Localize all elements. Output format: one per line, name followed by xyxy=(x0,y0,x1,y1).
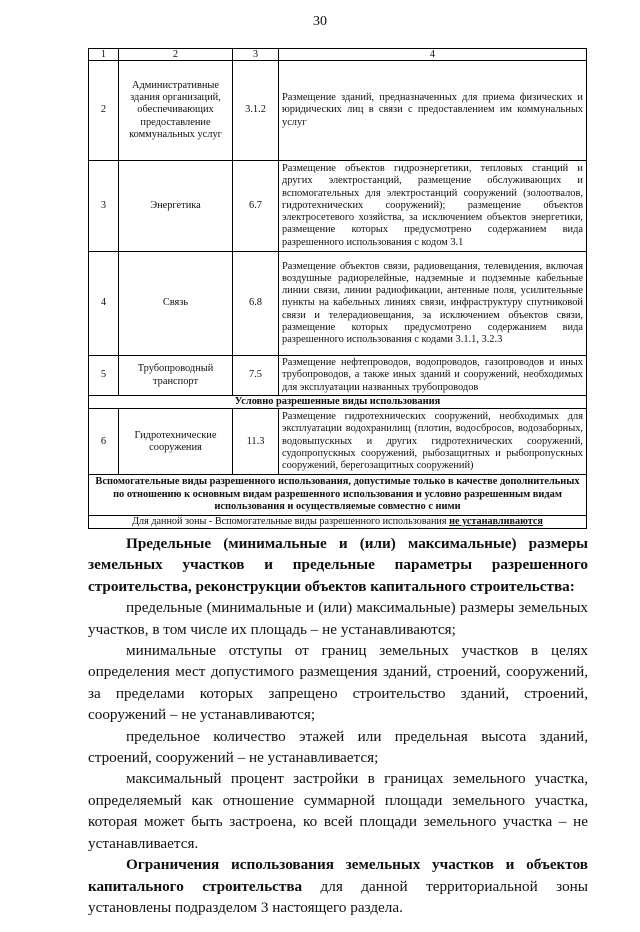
auxiliary-note-row xyxy=(89,515,587,528)
header-cell: 2 xyxy=(119,49,233,61)
use-type-code: 6.8 xyxy=(233,252,279,356)
use-type-code: 3.1.2 xyxy=(233,61,279,161)
paragraph-floors: предельное количество этажей или предельная высота зданий, строений, сооружений – не устанавливается; xyxy=(88,727,588,767)
auxiliary-note-emphasis: не устанавливаются xyxy=(449,515,543,527)
use-type-description: Размещение гидротехнических сооружений, необходимых для эксплуатации водохранилищ (плотин, водосбросов, водозаборных, водовыпускных и других гидротехнических сооружений, судопропускных сооружений, рыбозащитных и рыбопропускных сооружений, берегозащитных сооружений) xyxy=(279,409,587,475)
conditional-section-row xyxy=(89,396,587,409)
row-number: 6 xyxy=(89,409,119,475)
parameters-heading: Предельные (минимальные и (или) максимальные) размеры земельных участков и предельные параметры разрешенного строительства, реконструкции объектов капитального строительства: xyxy=(88,535,588,595)
row-number: 2 xyxy=(89,61,119,161)
use-type-name: Гидротехнические сооружения xyxy=(119,409,233,475)
restrictions-text: для данной территориальной зоны установлены подразделом 3 настоящего раздела. xyxy=(88,877,588,916)
page-number: 30 xyxy=(313,14,327,29)
paragraph-setbacks: минимальные отступы от границ земельных участков в целях определения мест допустимого размещения зданий, строений, сооружений, за пределами которых запрещено строительство зданий, строений, сооружений – не устанавливаются; xyxy=(88,642,588,724)
use-type-description: Размещение объектов связи, радиовещания, телевидения, включая воздушные радиорелейные, надземные и подземные кабельные линии связи, линии радиофикации, антенные поля, усилительные пункты на кабельных линиях связи, инфраструктуру спутниковой связи и телерадиовещания, за исключением объектов связи, размещение которых предусмотрено содержанием вида разрешенного использования с кодами 3.1.1, 3.2.3 xyxy=(279,252,587,356)
use-type-code: 6.7 xyxy=(233,161,279,252)
restrictions-bold-text: Ограничения использования земельных участков и объектов капитального строительства xyxy=(88,856,588,895)
table-row xyxy=(89,356,587,396)
header-cell: 3 xyxy=(233,49,279,61)
row-number: 4 xyxy=(89,252,119,356)
use-type-description: Размещение объектов гидроэнергетики, тепловых станций и других электростанций, размещение обслуживающих и вспомогательных для электростанций сооружений (золоотвалов, гидротехнических сооружений); размещение объектов электросетевого хозяйства, за исключением объектов энергетики, размещение которых предусмотрено содержанием вида разрешенного использования с кодом 3.1 xyxy=(279,161,587,252)
use-type-name: Трубопроводный транспорт xyxy=(119,356,233,396)
paragraph-restrictions xyxy=(88,854,588,918)
table-row xyxy=(89,161,587,252)
permitted-use-table xyxy=(88,48,587,529)
auxiliary-note xyxy=(89,515,587,528)
conditional-section-title: Условно разрешенные виды использования xyxy=(89,396,587,409)
table-row xyxy=(89,252,587,356)
header-cell: 1 xyxy=(89,49,119,61)
use-type-name: Административные здания организаций, обеспечивающих предоставление коммунальных услуг xyxy=(119,61,233,161)
use-type-description: Размещение зданий, предназначенных для приема физических и юридических лиц в связи с предоставлением им коммунальных услуг xyxy=(279,61,587,161)
paragraph-coverage: максимальный процент застройки в границах земельного участка, определяемый как отношение суммарной площади земельного участка, которая может быть застроена, ко всей площади земельного участка – не устанавливается. xyxy=(88,770,588,852)
use-type-code: 7.5 xyxy=(233,356,279,396)
zone-parameters-text xyxy=(88,533,588,918)
use-type-name: Энергетика xyxy=(119,161,233,252)
auxiliary-note-text: Для данной зоны - Вспомогательные виды разрешенного использования xyxy=(132,515,450,527)
table-row xyxy=(89,409,587,475)
row-number: 3 xyxy=(89,161,119,252)
table-header-row xyxy=(89,49,587,61)
table-row xyxy=(89,61,587,161)
row-number: 5 xyxy=(89,356,119,396)
paragraph-plot-sizes: предельные (минимальные и (или) максимальные) размеры земельных участков, в том числе их площадь – не устанавливаются; xyxy=(88,599,588,638)
header-cell: 4 xyxy=(279,49,587,61)
auxiliary-section-title: Вспомогательные виды разрешенного использования, допустимые только в качестве дополнительных по отношению к основным видам разрешенного использования и условно разрешенным видам использования и осуществляемые совместно с ними xyxy=(89,475,587,516)
use-type-code: 11.3 xyxy=(233,409,279,475)
use-type-name: Связь xyxy=(119,252,233,356)
use-type-description: Размещение нефтепроводов, водопроводов, газопроводов и иных трубопроводов, а также иных зданий и сооружений, необходимых для эксплуатации названных трубопроводов xyxy=(279,356,587,396)
auxiliary-section-row xyxy=(89,475,587,516)
